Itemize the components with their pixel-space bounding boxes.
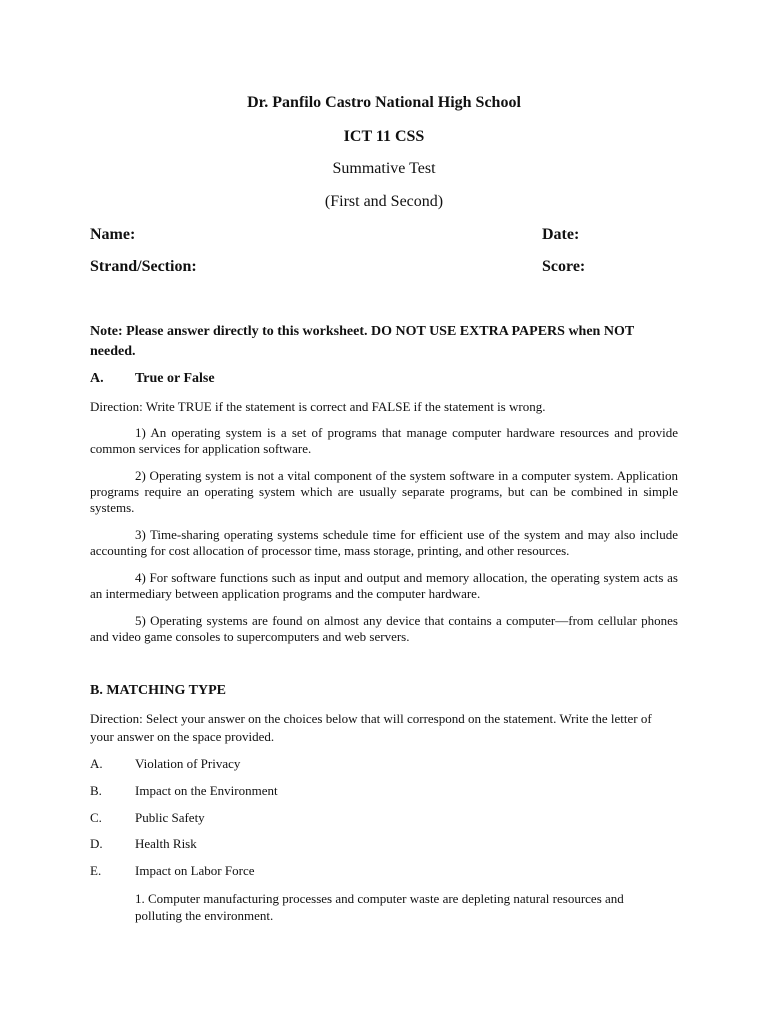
choice-letter: D. bbox=[90, 836, 103, 851]
date-label: Date: bbox=[542, 226, 580, 243]
name-date-row bbox=[90, 226, 678, 244]
choice-letter: C. bbox=[90, 810, 102, 825]
choice-letter: A. bbox=[90, 756, 103, 771]
strand-score-row bbox=[90, 258, 678, 276]
course-title: ICT 11 CSS bbox=[343, 128, 425, 145]
section-b-heading: B. MATCHING TYPE bbox=[90, 683, 226, 698]
name-label: Name: bbox=[90, 226, 136, 243]
choice-text: Violation of Privacy bbox=[135, 756, 241, 771]
true-false-item-2: 2) Operating system is not a vital component of the system software in a computer system. Application programs require an operating system which are usually separate programs, but can be combined in simple systems. bbox=[90, 468, 678, 515]
section-b-direction: Direction: Select your answer on the choices below that will correspond on the statement. Write the letter of your answer on the space provided. bbox=[90, 711, 652, 744]
choice-text: Impact on the Environment bbox=[135, 783, 278, 798]
matching-item-1: 1. Computer manufacturing processes and computer waste are depleting natural resources and polluting the environment. bbox=[135, 891, 624, 923]
section-a-title: True or False bbox=[135, 371, 215, 386]
true-false-item-4: 4) For software functions such as input and output and memory allocation, the operating system acts as an intermediary between application programs and the computer hardware. bbox=[90, 570, 678, 601]
choice-text: Public Safety bbox=[135, 810, 205, 825]
choice-text: Health Risk bbox=[135, 836, 197, 851]
choice-letter: B. bbox=[90, 783, 102, 798]
school-name: Dr. Panfilo Castro National High School bbox=[247, 94, 521, 111]
section-a-letter: A. bbox=[90, 371, 104, 386]
score-label: Score: bbox=[542, 258, 586, 275]
test-subtitle: (First and Second) bbox=[324, 193, 444, 210]
note: Note: Please answer directly to this worksheet. DO NOT USE EXTRA PAPERS when NOT needed. bbox=[90, 324, 634, 359]
true-false-item-3: 3) Time-sharing operating systems schedule time for efficient use of the system and may also include accounting for cost allocation of processor time, mass storage, printing, and other resources. bbox=[90, 527, 678, 558]
true-false-item-1: 1) An operating system is a set of programs that manage computer hardware resources and provide common services for application software. bbox=[90, 425, 678, 456]
choice-letter: E. bbox=[90, 863, 102, 878]
choice-text: Impact on Labor Force bbox=[135, 863, 255, 878]
test-title: Summative Test bbox=[332, 160, 436, 177]
section-a-direction: Direction: Write TRUE if the statement is correct and FALSE if the statement is wrong. bbox=[90, 399, 546, 414]
strand-section-label: Strand/Section: bbox=[90, 258, 197, 275]
section-a-heading bbox=[90, 371, 678, 387]
true-false-item-5: 5) Operating systems are found on almost any device that contains a computer—from cellular phones and video game consoles to supercomputers and web servers. bbox=[90, 613, 678, 644]
